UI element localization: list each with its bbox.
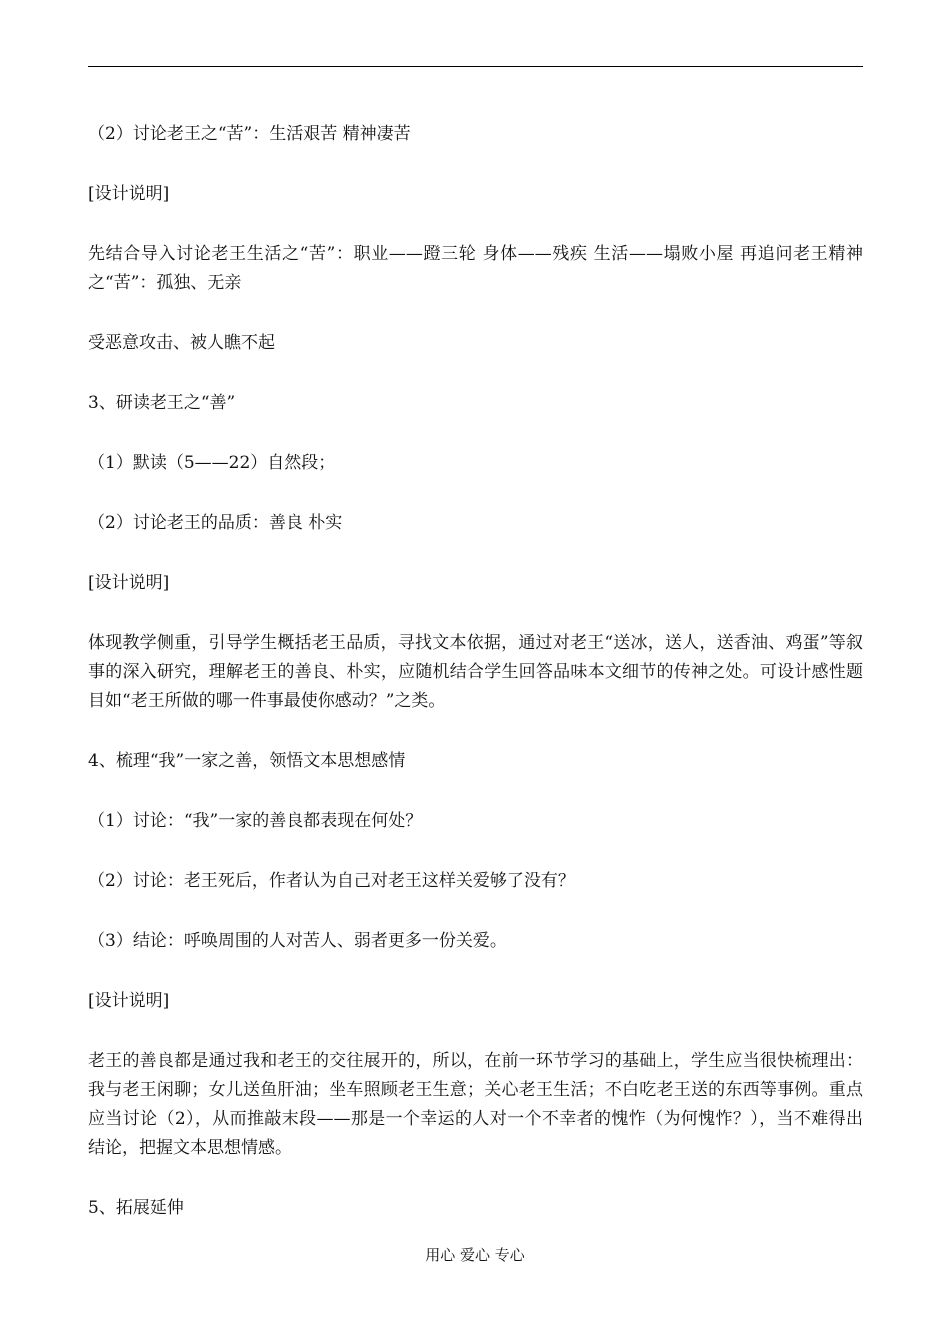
paragraph: 3、研读老王之“善” <box>88 393 236 413</box>
paragraph: [设计说明] <box>88 991 170 1011</box>
paragraph: （2）讨论老王的品质：善良 朴实 <box>88 513 343 533</box>
paragraph: [设计说明] <box>88 573 170 593</box>
paragraph: （1）讨论：“我”一家的善良都表现在何处？ <box>88 811 423 831</box>
page-footer: 用心 爱心 专心 <box>425 1246 525 1264</box>
paragraph: 5、拓展延伸 <box>88 1198 184 1218</box>
paragraph: 老王的善良都是通过我和老王的交往展开的，所以，在前一环节学习的基础上，学生应当很快梳理出：我与老王闲聊；女儿送鱼肝油；坐车照顾老王生意；关心老王生活；不白吃老王送的东西等事例。重点应当讨论（2），从而推敲末段——那是一个幸运的人对一个不幸者的愧怍（为何愧怍？），当不难得出结论，把握文本思想情感。 <box>88 1051 863 1158</box>
paragraph: 先结合导入讨论老王生活之“苦”：职业——蹬三轮 身体——残疾 生活——塌败小屋 再追问老王精神之“苦”：孤独、无亲 <box>88 244 863 293</box>
paragraph: 体现教学侧重，引导学生概括老王品质，寻找文本依据，通过对老王“送冰，送人，送香油、鸡蛋”等叙事的深入研究，理解老王的善良、朴实，应随机结合学生回答品味本文细节的传神之处。可设计感性题目如“老王所做的哪一件事最使你感动？”之类。 <box>88 633 863 711</box>
paragraph: [设计说明] <box>88 184 170 204</box>
paragraph: （2）讨论：老王死后，作者认为自己对老王这样关爱够了没有？ <box>88 871 575 891</box>
paragraph: （2）讨论老王之“苦”：生活艰苦 精神凄苦 <box>88 124 411 144</box>
paragraph: 4、梳理“我”一家之善，领悟文本思想感情 <box>88 751 406 771</box>
paragraph: （3）结论：呼唤周围的人对苦人、弱者更多一份关爱。 <box>88 931 507 951</box>
document-body <box>88 120 863 1254</box>
paragraph: （1）默读（5——22）自然段； <box>88 453 336 473</box>
paragraph: 受恶意攻击、被人瞧不起 <box>88 333 275 353</box>
header-rule <box>88 66 863 67</box>
